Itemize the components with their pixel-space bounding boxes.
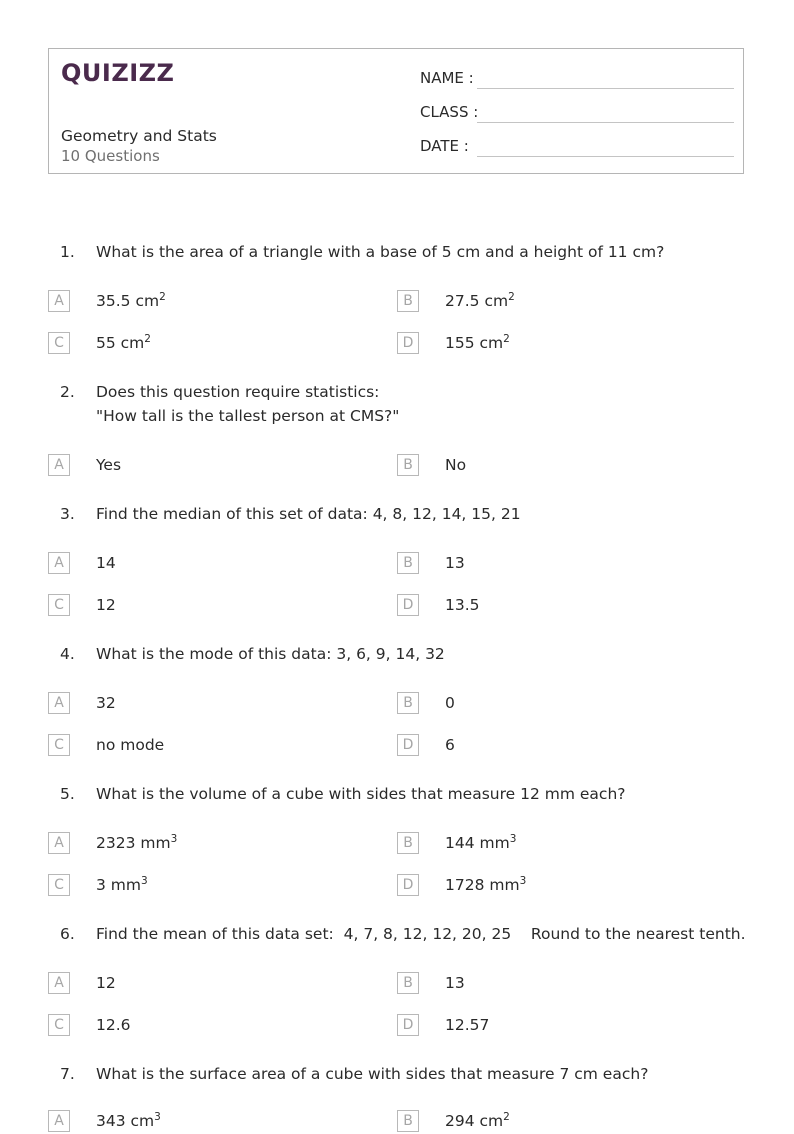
question-text: "How tall is the tallest person at CMS?" <box>96 407 400 425</box>
option-text: 12 <box>96 974 116 992</box>
option-letter: C <box>48 332 70 354</box>
question-count: 10 Questions <box>61 147 160 165</box>
option-text: 12.57 <box>445 1016 490 1034</box>
option-letter: B <box>397 972 419 994</box>
class-field[interactable] <box>420 102 734 124</box>
option-letter: D <box>397 874 419 896</box>
question-text: What is the area of a triangle with a base of 5 cm and a height of 11 cm? <box>96 243 665 261</box>
option-letter: D <box>397 1014 419 1036</box>
option-text: 32 <box>96 694 116 712</box>
worksheet-title: Geometry and Stats <box>61 127 217 145</box>
date-line[interactable] <box>477 156 734 157</box>
option-text: 13 <box>445 554 465 572</box>
option-text: 27.5 $cm^2$ <box>445 291 515 310</box>
option-letter: B <box>397 454 419 476</box>
option-letter: A <box>48 692 70 714</box>
option-letter: B <box>397 1110 419 1132</box>
option-letter: A <box>48 552 70 574</box>
option-letter: B <box>397 832 419 854</box>
option-letter: A <box>48 454 70 476</box>
option-text: No <box>445 456 467 474</box>
option-text: 13.5 <box>445 596 480 614</box>
option-letter: B <box>397 290 419 312</box>
option-text: 13 <box>445 974 465 992</box>
option-letter: C <box>48 874 70 896</box>
option-text: 343 $cm^3$ <box>96 1111 161 1130</box>
question-text: What is the surface area of a cube with sides that measure 7 cm each? <box>96 1065 649 1083</box>
option-text: 35.5 $cm^2$ <box>96 291 166 310</box>
option-text: no mode <box>96 736 165 754</box>
option-letter: A <box>48 832 70 854</box>
question-number: 2. <box>60 383 75 401</box>
option-letter: D <box>397 332 419 354</box>
name-label: NAME : <box>420 69 474 87</box>
question-text: Find the mean of this data set: 4, 7, 8, 12, 12, 20, 25 Round to the nearest tenth. <box>96 925 746 943</box>
class-line[interactable] <box>477 122 734 123</box>
question-number: 5. <box>60 785 75 803</box>
name-line[interactable] <box>477 88 734 89</box>
option-text: 144 $mm^3$ <box>445 833 517 852</box>
option-letter: A <box>48 290 70 312</box>
date-label: DATE : <box>420 137 469 155</box>
option-letter: C <box>48 734 70 756</box>
option-text: 6 <box>445 736 455 754</box>
name-field[interactable] <box>420 68 734 90</box>
option-text: 12.6 <box>96 1016 131 1034</box>
option-letter: D <box>397 594 419 616</box>
date-field[interactable] <box>420 136 734 158</box>
option-text: 55 $cm^2$ <box>96 333 151 352</box>
option-letter: A <box>48 972 70 994</box>
option-text: 12 <box>96 596 116 614</box>
question-number: 3. <box>60 505 75 523</box>
question-number: 7. <box>60 1065 75 1083</box>
option-letter: C <box>48 594 70 616</box>
worksheet-header <box>48 48 744 174</box>
option-text: 14 <box>96 554 116 572</box>
class-label: CLASS : <box>420 103 479 121</box>
question-text: What is the volume of a cube with sides that measure 12 mm each? <box>96 785 626 803</box>
question-text: What is the mode of this data: 3, 6, 9, 14, 32 <box>96 645 445 663</box>
question-number: 6. <box>60 925 75 943</box>
option-letter: D <box>397 734 419 756</box>
option-letter: A <box>48 1110 70 1132</box>
question-number: 1. <box>60 243 75 261</box>
question-text: Find the median of this set of data: 4, 8, 12, 14, 15, 21 <box>96 505 521 523</box>
option-letter: B <box>397 552 419 574</box>
option-letter: B <box>397 692 419 714</box>
option-text: Yes <box>96 456 122 474</box>
option-text: 294 $cm^2$ <box>445 1111 510 1130</box>
option-text: 155 $cm^2$ <box>445 333 510 352</box>
question-text: Does this question require statistics: <box>96 383 380 401</box>
option-text: 0 <box>445 694 455 712</box>
quizizz-logo: QUIZIZZ <box>61 59 175 87</box>
option-letter: C <box>48 1014 70 1036</box>
question-number: 4. <box>60 645 75 663</box>
option-text: 3 $mm^3$ <box>96 875 148 894</box>
option-text: 1728 $mm^3$ <box>445 875 527 894</box>
option-text: 2323 $mm^3$ <box>96 833 178 852</box>
